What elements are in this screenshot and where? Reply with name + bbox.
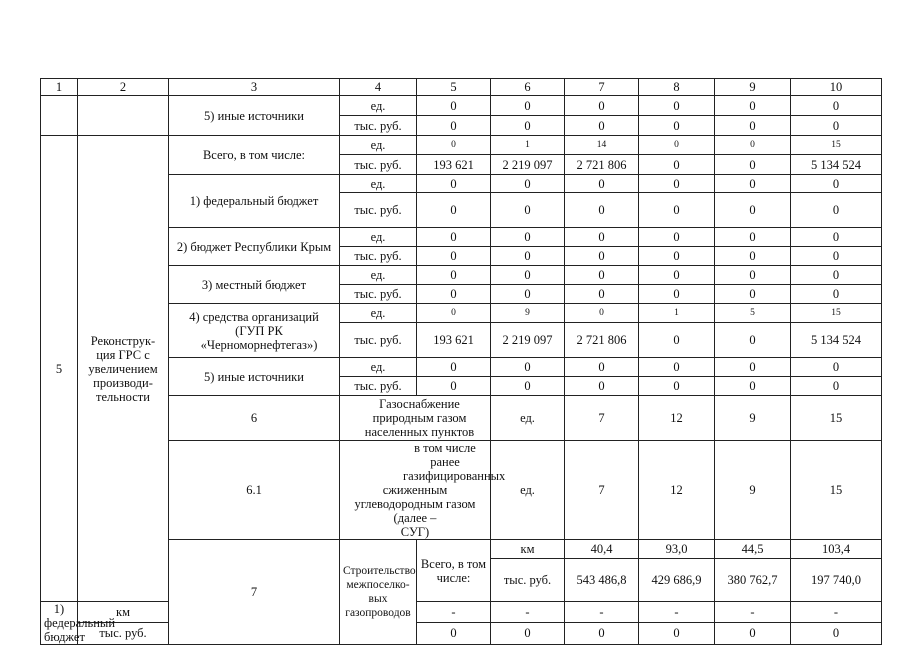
value-cell: 380 762,7 <box>715 559 791 602</box>
value-cell: 0 <box>491 622 565 644</box>
value-cell: 1 <box>491 136 565 155</box>
row-name-line: Строительство <box>343 565 416 577</box>
unit-cell: ед. <box>340 266 417 285</box>
value-cell: 0 <box>791 175 882 193</box>
table-row <box>41 602 882 623</box>
value-cell: 0 <box>491 96 565 116</box>
value-cell: 0 <box>791 377 882 396</box>
header-cell: 10 <box>791 79 882 96</box>
value-cell: 0 <box>715 193 791 228</box>
source-label: Всего, в том числе: <box>417 540 491 602</box>
unit-cell: ед. <box>340 175 417 193</box>
row-number-cell: 5 <box>41 136 78 602</box>
source-label: 1) федеральный бюджет <box>169 175 340 228</box>
value-cell: 0 <box>791 247 882 266</box>
value-cell: 0 <box>417 193 491 228</box>
row-name-line: газопроводов <box>345 607 411 619</box>
value-cell: 0 <box>417 377 491 396</box>
value-cell: 0 <box>565 116 639 136</box>
value-cell: 0 <box>791 622 882 644</box>
value-cell: 193 621 <box>417 323 491 358</box>
value-cell: 0 <box>491 377 565 396</box>
value-cell: 0 <box>565 358 639 377</box>
value-cell: 0 <box>715 622 791 644</box>
value-cell: 93,0 <box>639 540 715 559</box>
value-cell: 0 <box>417 96 491 116</box>
value-cell: 0 <box>715 266 791 285</box>
value-cell: 14 <box>565 136 639 155</box>
value-cell: 7 <box>565 396 639 441</box>
value-cell: 40,4 <box>565 540 639 559</box>
value-cell: 0 <box>639 247 715 266</box>
value-cell: 0 <box>417 285 491 304</box>
value-cell: - <box>565 602 639 623</box>
value-cell: 0 <box>491 193 565 228</box>
value-cell: 15 <box>791 136 882 155</box>
value-cell: 0 <box>639 193 715 228</box>
source-label: 5) иные источники <box>169 96 340 136</box>
value-cell: 15 <box>791 304 882 323</box>
value-cell: 0 <box>791 193 882 228</box>
header-cell: 4 <box>340 79 417 96</box>
value-cell: 0 <box>715 96 791 116</box>
source-label-line: (ГУП РК <box>235 323 283 338</box>
value-cell: 15 <box>791 396 882 441</box>
value-cell: 2 721 806 <box>565 155 639 175</box>
value-cell: 9 <box>491 304 565 323</box>
value-cell: 0 <box>791 285 882 304</box>
row-number-cell <box>41 96 78 136</box>
unit-cell: км <box>491 540 565 559</box>
value-cell: 0 <box>639 266 715 285</box>
unit-cell: км <box>78 602 169 623</box>
value-cell: 12 <box>639 441 715 540</box>
unit-cell: тыс. руб. <box>340 155 417 175</box>
table-row <box>41 96 882 116</box>
value-cell: 2 219 097 <box>491 323 565 358</box>
unit-cell: тыс. руб. <box>491 559 565 602</box>
value-cell: 0 <box>491 247 565 266</box>
row-number-cell: 7 <box>169 540 340 645</box>
row-name-line: увеличением <box>88 361 158 376</box>
unit-cell: ед. <box>340 228 417 247</box>
header-cell: 7 <box>565 79 639 96</box>
value-cell: 0 <box>715 228 791 247</box>
source-label: Всего, в том числе: <box>169 136 340 175</box>
value-cell: 0 <box>715 175 791 193</box>
value-cell: 0 <box>565 285 639 304</box>
value-cell: 0 <box>565 247 639 266</box>
unit-cell: ед. <box>491 396 565 441</box>
value-cell: 0 <box>791 266 882 285</box>
value-cell: 0 <box>791 358 882 377</box>
table-row <box>41 622 882 644</box>
row-name-cell <box>78 136 169 602</box>
value-cell: 0 <box>715 358 791 377</box>
value-cell: 0 <box>491 116 565 136</box>
value-cell: 0 <box>715 377 791 396</box>
value-cell: 0 <box>715 285 791 304</box>
source-label: 3) местный бюджет <box>169 266 340 304</box>
unit-cell: ед. <box>491 441 565 540</box>
unit-cell: ед. <box>340 358 417 377</box>
row-number-cell: 6.1 <box>169 441 340 540</box>
value-cell: 0 <box>639 323 715 358</box>
value-cell: 0 <box>417 228 491 247</box>
value-cell: 9 <box>715 441 791 540</box>
source-label-line: «Черноморнефтегаз») <box>200 337 318 352</box>
value-cell: 0 <box>417 136 491 155</box>
row-name-cell <box>340 441 506 540</box>
header-row <box>41 79 882 96</box>
row-name-line: сжиженным углеводородным газом (далее – <box>354 483 476 525</box>
header-cell: 5 <box>417 79 491 96</box>
value-cell: 0 <box>417 175 491 193</box>
header-cell: 1 <box>41 79 78 96</box>
value-cell: 5 134 524 <box>791 323 882 358</box>
value-cell: 0 <box>639 96 715 116</box>
value-cell: 2 721 806 <box>565 323 639 358</box>
value-cell: 543 486,8 <box>565 559 639 602</box>
row-name-line: межпоселко- <box>346 579 410 591</box>
value-cell: 0 <box>639 116 715 136</box>
value-cell: 0 <box>565 304 639 323</box>
unit-cell: тыс. руб. <box>78 622 169 644</box>
row-name-cell <box>78 96 169 136</box>
value-cell: 0 <box>565 228 639 247</box>
value-cell: 0 <box>491 228 565 247</box>
budget-table <box>40 78 882 645</box>
unit-cell: тыс. руб. <box>340 285 417 304</box>
row-number-cell: 6 <box>169 396 340 441</box>
value-cell: 0 <box>639 285 715 304</box>
value-cell: 0 <box>417 358 491 377</box>
value-cell: 0 <box>715 155 791 175</box>
value-cell: 44,5 <box>715 540 791 559</box>
value-cell: 0 <box>417 304 491 323</box>
value-cell: 5 134 524 <box>791 155 882 175</box>
value-cell: 0 <box>639 175 715 193</box>
value-cell: 0 <box>491 266 565 285</box>
row-name-line: Газоснабжение природным газом <box>372 397 467 425</box>
value-cell: 0 <box>417 266 491 285</box>
value-cell: 0 <box>565 193 639 228</box>
header-cell: 2 <box>78 79 169 96</box>
value-cell: 0 <box>715 323 791 358</box>
value-cell: 0 <box>639 136 715 155</box>
row-name-line: СУГ) <box>400 525 430 539</box>
value-cell: - <box>791 602 882 623</box>
row-name-cell <box>340 396 491 441</box>
unit-cell: тыс. руб. <box>340 193 417 228</box>
value-cell: 0 <box>791 228 882 247</box>
value-cell: 0 <box>639 155 715 175</box>
header-cell: 9 <box>715 79 791 96</box>
value-cell: 12 <box>639 396 715 441</box>
value-cell: - <box>491 602 565 623</box>
row-name-line: населенных пунктов <box>364 425 475 439</box>
value-cell: 0 <box>565 175 639 193</box>
source-label: 5) иные источники <box>169 358 340 396</box>
unit-cell: тыс. руб. <box>340 377 417 396</box>
value-cell: 0 <box>715 116 791 136</box>
value-cell: - <box>417 602 491 623</box>
row-name-line: ция ГРС с <box>96 347 150 362</box>
value-cell: 0 <box>417 622 491 644</box>
unit-cell: ед. <box>340 304 417 323</box>
value-cell: 0 <box>639 377 715 396</box>
value-cell: 9 <box>715 396 791 441</box>
value-cell: 0 <box>715 136 791 155</box>
value-cell: 0 <box>417 116 491 136</box>
value-cell: 0 <box>639 622 715 644</box>
value-cell: 1 <box>639 304 715 323</box>
value-cell: 0 <box>791 116 882 136</box>
value-cell: 7 <box>565 441 639 540</box>
row-name-line: вых <box>368 593 388 605</box>
table-row <box>41 136 882 155</box>
source-label-line: 4) средства организаций <box>189 309 319 324</box>
value-cell: 103,4 <box>791 540 882 559</box>
value-cell: 0 <box>491 358 565 377</box>
value-cell: 197 740,0 <box>791 559 882 602</box>
unit-cell: тыс. руб. <box>340 116 417 136</box>
source-label: 1) федеральный бюджет <box>41 602 78 645</box>
value-cell: 0 <box>791 96 882 116</box>
header-cell: 3 <box>169 79 340 96</box>
value-cell: 0 <box>639 358 715 377</box>
value-cell: 0 <box>491 285 565 304</box>
row-name-line: производи- <box>93 375 153 390</box>
value-cell: 429 686,9 <box>639 559 715 602</box>
unit-cell: тыс. руб. <box>340 247 417 266</box>
source-label <box>169 304 340 358</box>
value-cell: 0 <box>565 377 639 396</box>
source-label: 2) бюджет Республики Крым <box>169 228 340 266</box>
header-cell: 8 <box>639 79 715 96</box>
unit-cell: ед. <box>340 136 417 155</box>
value-cell: 2 219 097 <box>491 155 565 175</box>
value-cell: 0 <box>639 228 715 247</box>
value-cell: - <box>639 602 715 623</box>
unit-cell: тыс. руб. <box>340 323 417 358</box>
row-name-line: тельности <box>96 389 150 404</box>
value-cell: 0 <box>491 175 565 193</box>
value-cell: 15 <box>791 441 882 540</box>
row-name-line: Реконструк- <box>90 333 156 348</box>
value-cell: 0 <box>417 247 491 266</box>
row-name-cell <box>340 540 417 645</box>
unit-cell: ед. <box>340 96 417 116</box>
row-name-line: в том числе ранее газифицированных <box>403 441 506 483</box>
value-cell: 0 <box>565 266 639 285</box>
header-cell: 6 <box>491 79 565 96</box>
value-cell: 193 621 <box>417 155 491 175</box>
value-cell: 0 <box>715 247 791 266</box>
value-cell: 5 <box>715 304 791 323</box>
value-cell: 0 <box>565 96 639 116</box>
value-cell: 0 <box>565 622 639 644</box>
value-cell: - <box>715 602 791 623</box>
